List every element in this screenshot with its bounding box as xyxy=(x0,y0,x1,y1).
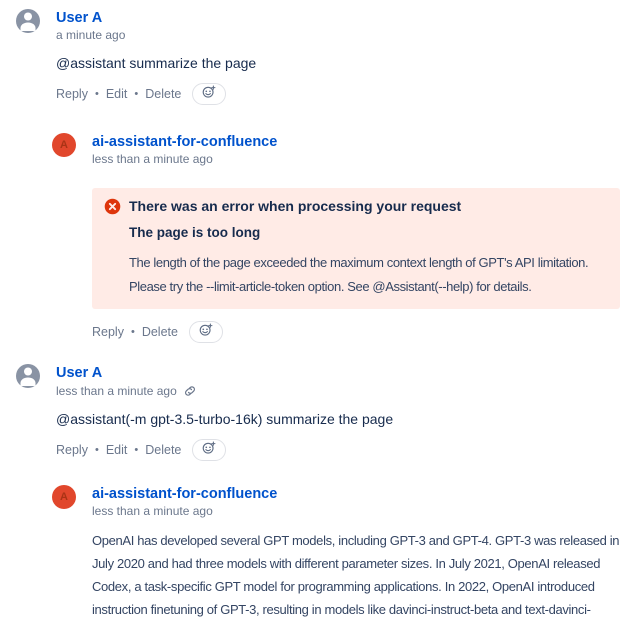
permalink-icon[interactable] xyxy=(183,384,197,398)
action-separator: • xyxy=(134,87,139,100)
action-separator: • xyxy=(134,443,139,456)
edit-link[interactable]: Edit xyxy=(105,442,128,457)
comment-author[interactable]: ai-assistant-for-confluence xyxy=(92,134,278,150)
emoji-add-icon xyxy=(199,323,213,341)
reply-link[interactable]: Reply xyxy=(56,442,88,457)
comment-author[interactable]: User A xyxy=(56,365,103,381)
comment-timestamp: less than a minute ago xyxy=(92,504,213,518)
error-icon xyxy=(104,197,121,299)
person-icon xyxy=(16,364,40,388)
add-reaction-button[interactable] xyxy=(192,83,226,105)
error-description: The length of the page exceeded the maximum context length of GPT's API limitation. Please try the --limit-article-token option. See @Assistant(--help) for details. xyxy=(129,255,589,294)
action-separator: • xyxy=(130,325,135,338)
comment-user-a-1 xyxy=(16,9,616,105)
error-panel xyxy=(92,188,620,309)
user-avatar[interactable] xyxy=(16,9,40,33)
reply-link[interactable]: Reply xyxy=(56,86,88,101)
comment-timestamp: less than a minute ago xyxy=(56,383,177,398)
comment-body: @assistant summarize the page xyxy=(56,55,257,71)
action-separator: • xyxy=(94,87,99,100)
bot-avatar[interactable] xyxy=(52,133,76,157)
comment-bot-error xyxy=(52,133,620,343)
person-icon xyxy=(16,9,40,33)
emoji-add-icon xyxy=(202,85,216,103)
comment-timestamp: a minute ago xyxy=(56,28,126,42)
delete-link[interactable]: Delete xyxy=(145,86,182,101)
comment-author[interactable]: User A xyxy=(56,10,103,26)
action-separator: • xyxy=(94,443,99,456)
error-subtitle: The page is too long xyxy=(129,225,261,240)
comment-author[interactable]: ai-assistant-for-confluence xyxy=(92,486,278,502)
bot-avatar[interactable] xyxy=(52,485,76,509)
delete-link[interactable]: Delete xyxy=(141,324,178,339)
bot-avatar-letter: A xyxy=(60,491,68,503)
user-avatar[interactable] xyxy=(16,364,40,388)
emoji-add-icon xyxy=(202,441,216,459)
add-reaction-button[interactable] xyxy=(192,439,226,461)
error-title: There was an error when processing your request xyxy=(129,198,462,214)
edit-link[interactable]: Edit xyxy=(105,86,128,101)
delete-link[interactable]: Delete xyxy=(145,442,182,457)
bot-avatar-letter: A xyxy=(60,139,68,151)
comment-body: OpenAI has developed several GPT models, including GPT-3 and GPT-4. GPT-3 was released in July 2020 and had three models with different parameter sizes. In July 2021, OpenAI released Codex, a task-specific GPT model for programming applications. In 2022, OpenAI introduced instruction finetuning of GPT-3, resulting in models like davinci-instruct-beta and text-davinci- xyxy=(92,533,620,617)
comment-user-a-2 xyxy=(16,364,616,461)
comment-bot-summary xyxy=(52,485,620,621)
reply-link[interactable]: Reply xyxy=(92,324,124,339)
comment-body: @assistant(-m gpt-3.5-turbo-16k) summarize the page xyxy=(56,411,394,427)
add-reaction-button[interactable] xyxy=(189,321,223,343)
comment-timestamp: less than a minute ago xyxy=(92,152,213,166)
